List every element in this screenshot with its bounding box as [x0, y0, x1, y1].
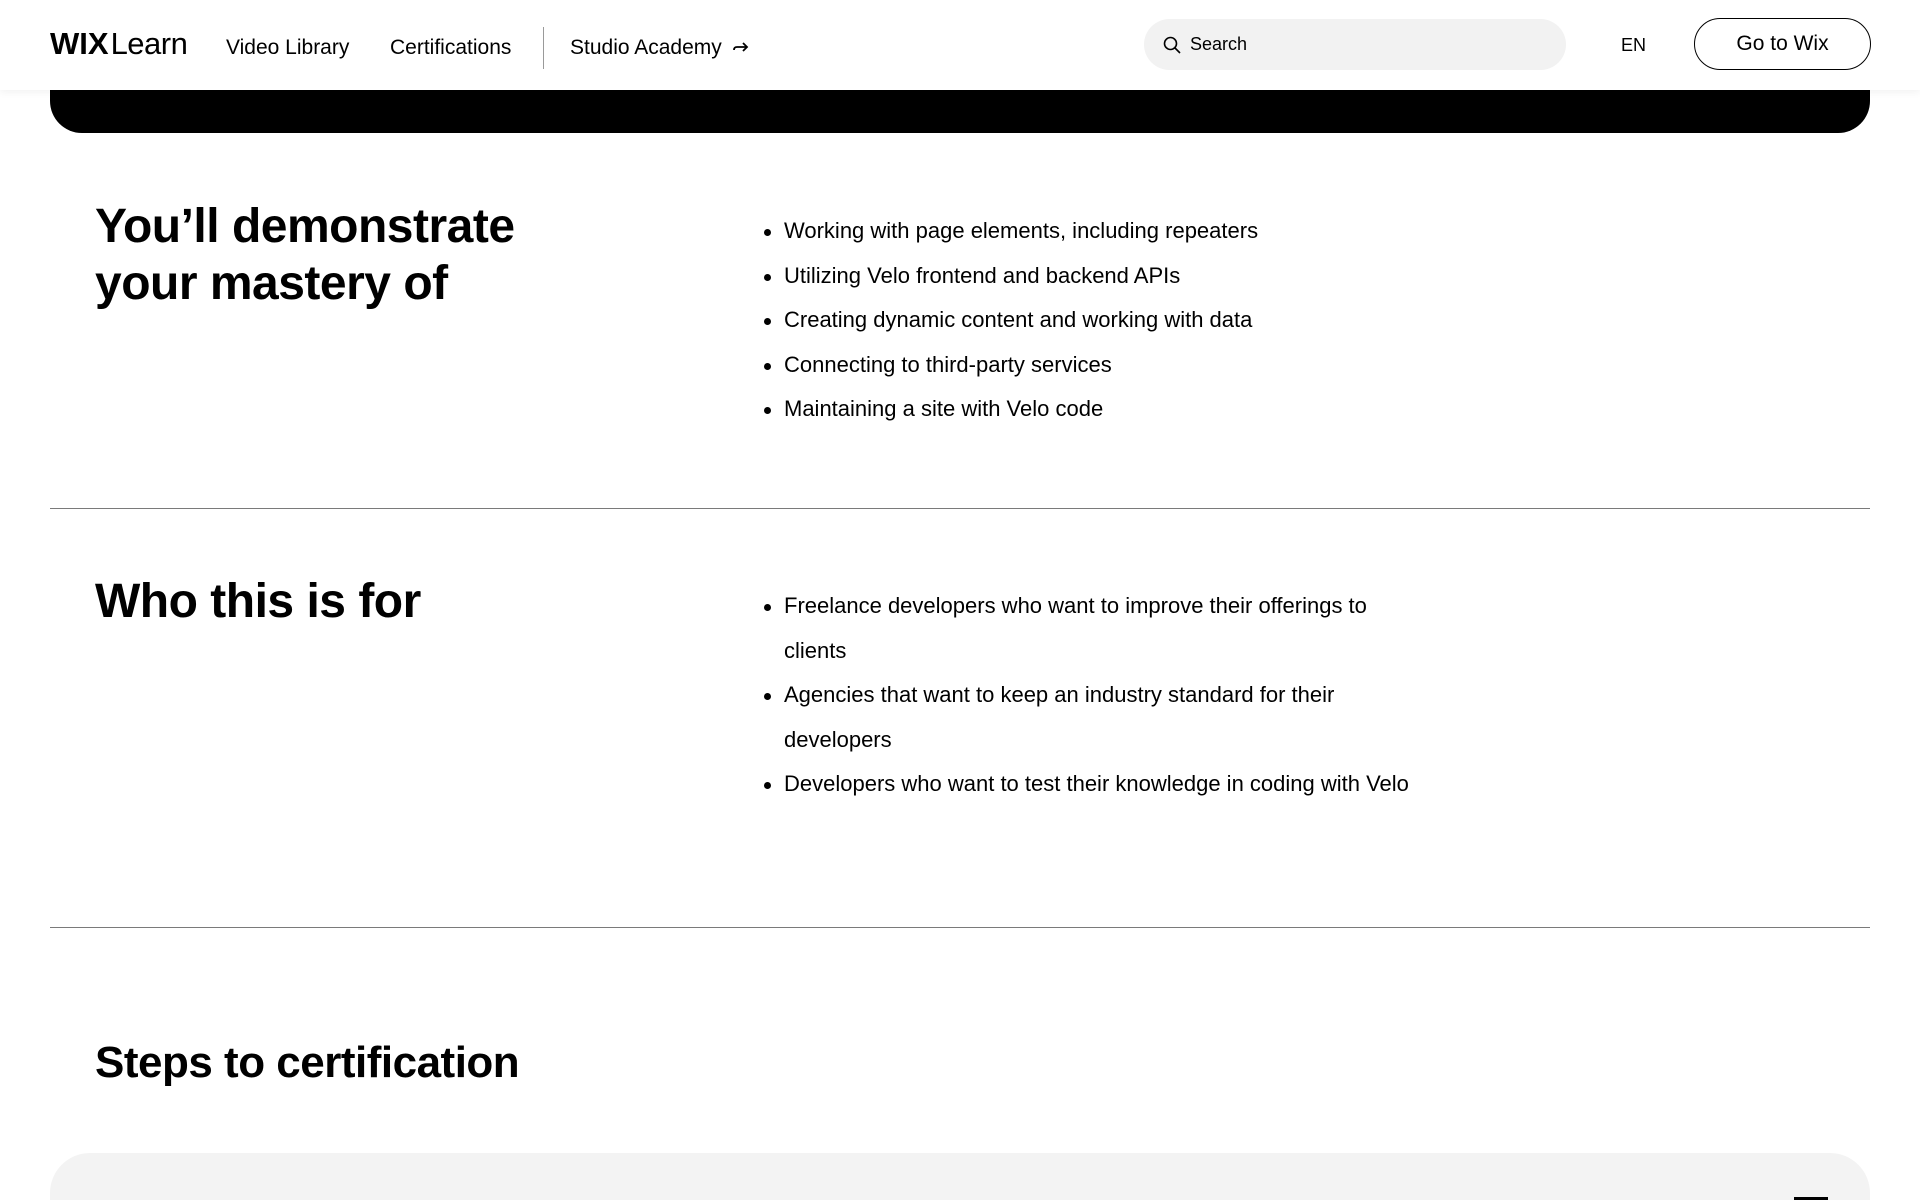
- search-input[interactable]: [1190, 34, 1550, 55]
- list-item: Connecting to third-party services: [764, 343, 1414, 388]
- audience-heading: Who this is for: [95, 575, 421, 628]
- search-icon: [1162, 35, 1182, 55]
- steps-card[interactable]: [50, 1153, 1870, 1200]
- nav-video-library[interactable]: Video Library: [226, 36, 350, 59]
- mastery-heading: You’ll demonstrate your mastery of: [95, 200, 515, 310]
- audience-list: [764, 584, 1414, 807]
- list-item: Agencies that want to keep an industry standard for their developers: [764, 673, 1414, 762]
- nav-divider: [543, 27, 544, 69]
- logo-wix-text: WIX: [50, 26, 109, 61]
- list-item: Working with page elements, including repeaters: [764, 209, 1414, 254]
- list-item: Freelance developers who want to improve their offerings to clients: [764, 584, 1414, 673]
- nav-studio-academy-label: Studio Academy: [570, 36, 722, 59]
- nav-studio-academy[interactable]: [570, 34, 750, 62]
- section-divider: [50, 927, 1870, 928]
- logo-learn-text: Learn: [110, 26, 188, 61]
- section-divider: [50, 508, 1870, 509]
- search-box[interactable]: [1144, 19, 1566, 70]
- list-item: Developers who want to test their knowledge in coding with Velo: [764, 762, 1414, 807]
- wix-learn-logo[interactable]: [50, 26, 187, 62]
- list-item: Creating dynamic content and working with data: [764, 298, 1414, 343]
- go-to-wix-button[interactable]: Go to Wix: [1694, 18, 1871, 70]
- mastery-list: [764, 209, 1414, 432]
- external-arrow-icon: [732, 39, 750, 57]
- nav-certifications[interactable]: Certifications: [390, 36, 512, 59]
- language-selector[interactable]: EN: [1621, 35, 1647, 55]
- list-item: Maintaining a site with Velo code: [764, 387, 1414, 432]
- steps-heading: Steps to certification: [95, 1038, 520, 1087]
- list-item: Utilizing Velo frontend and backend APIs: [764, 254, 1414, 299]
- top-header: [0, 0, 1920, 90]
